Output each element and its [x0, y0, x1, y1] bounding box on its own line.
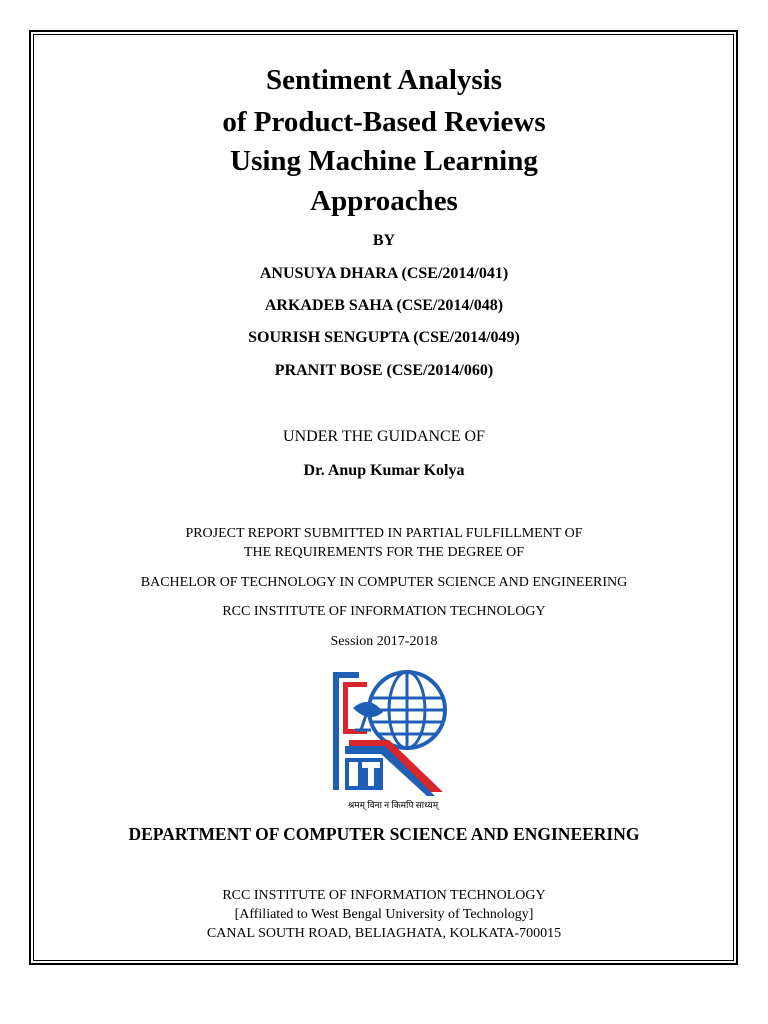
report-line-2: THE REQUIREMENTS FOR THE DEGREE OF — [243, 545, 525, 560]
author-1: ANUSUYA DHARA (CSE/2014/041) — [259, 265, 509, 282]
address-line-1: RCC INSTITUTE OF INFORMATION TECHNOLOGY — [222, 888, 546, 903]
rcciit-logo-icon — [331, 668, 455, 798]
guidance-label: UNDER THE GUIDANCE OF — [283, 428, 485, 445]
session-line: Session 2017-2018 — [330, 634, 438, 649]
address-line-3: CANAL SOUTH ROAD, BELIAGHATA, KOLKATA-700015 — [206, 926, 562, 941]
by-label: BY — [372, 232, 396, 249]
author-2: ARKADEB SAHA (CSE/2014/048) — [264, 297, 504, 314]
address-line-2: [Affiliated to West Bengal University of Technology] — [234, 907, 534, 922]
rcciit-logo — [331, 668, 455, 813]
report-line-1: PROJECT REPORT SUBMITTED IN PARTIAL FULFILLMENT OF — [185, 526, 583, 541]
institute-line: RCC INSTITUTE OF INFORMATION TECHNOLOGY — [222, 604, 546, 619]
title-line-4: Approaches — [310, 185, 458, 217]
logo-motto: श्रमम् विना न किमपि साध्यम् — [347, 800, 439, 810]
guide-name: Dr. Anup Kumar Kolya — [303, 462, 465, 479]
degree-line: BACHELOR OF TECHNOLOGY IN COMPUTER SCIENCE AND ENGINEERING — [140, 575, 628, 590]
department-heading: DEPARTMENT OF COMPUTER SCIENCE AND ENGINEERING — [128, 824, 640, 844]
author-4: PRANIT BOSE (CSE/2014/060) — [274, 362, 494, 379]
title-line-3: Using Machine Learning — [230, 145, 538, 177]
author-3: SOURISH SENGUPTA (CSE/2014/049) — [248, 329, 520, 346]
title-line-1: Sentiment Analysis — [265, 64, 503, 96]
title-line-2: of Product-Based Reviews — [222, 106, 546, 138]
